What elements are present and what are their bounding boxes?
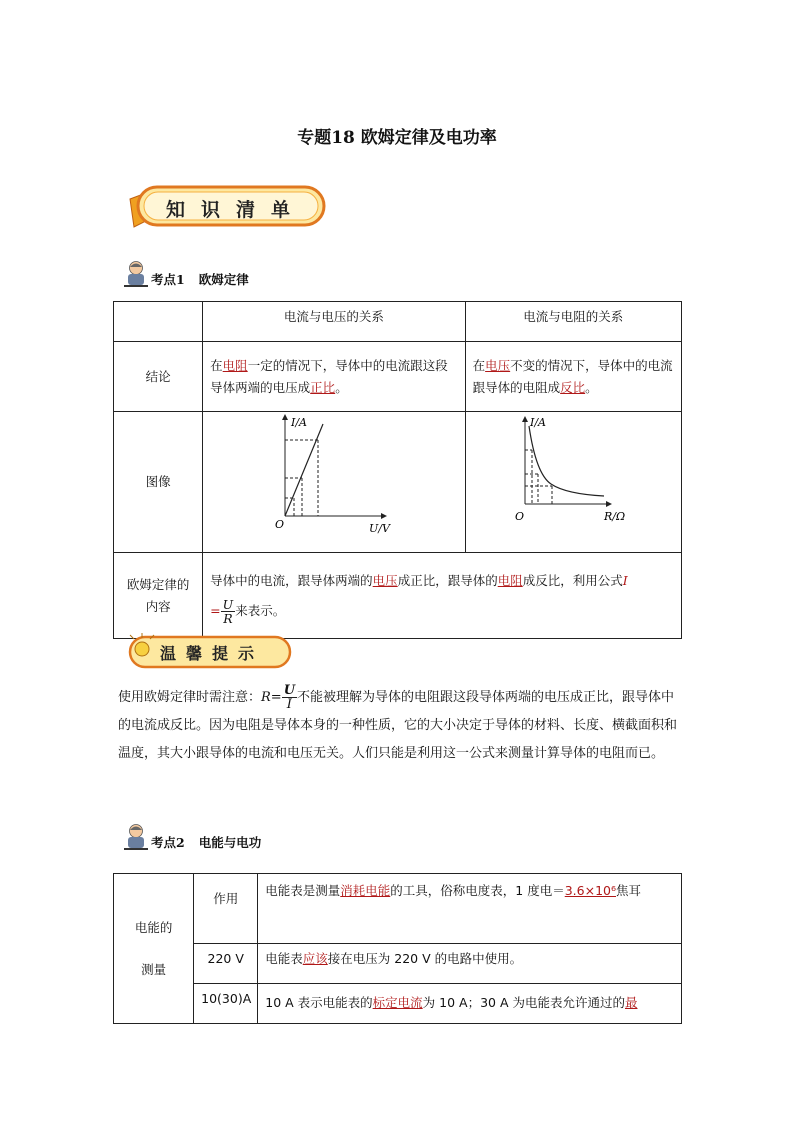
conclusion-cell-voltage: 在电阻一定的情况下，导体中的电流跟这段导体两端的电压成正比。 xyxy=(203,342,465,412)
ir-inverse-graph xyxy=(466,412,682,545)
ohms-law-table xyxy=(113,301,682,639)
graph1-y-label: I/A xyxy=(291,416,308,429)
group-label-energy-measurement: 电能的 测量 xyxy=(114,874,194,1024)
exam-point-2 xyxy=(124,823,324,851)
energy-meter-table xyxy=(113,873,682,1024)
header-current-voltage: 电流与电压的关系 xyxy=(203,302,465,342)
ohms-formula-fraction: $\frac{U}{R}$ xyxy=(222,596,234,626)
teacher-avatar-icon xyxy=(124,260,148,288)
ohms-law-content-cell: 导体中的电流，跟导体两端的电压成正比，跟导体的电阻成反比，利用公式I = $\frac{U}{R}$ 来表示。 xyxy=(203,553,682,639)
function-cell: 电能表是测量消耗电能的工具，俗称电度表，1 度电＝3.6×10⁶焦耳 xyxy=(258,874,682,944)
row-label-220v: 220 V xyxy=(194,944,258,984)
header-current-resistance: 电流与电阻的关系 xyxy=(465,302,681,342)
page-title: 专题18 欧姆定律及电功率 xyxy=(297,128,497,148)
graph-cell-iu xyxy=(203,412,465,553)
resistance-formula-fraction: $\frac{U}{I}$ xyxy=(283,683,296,712)
graph1-origin: O xyxy=(275,518,285,531)
exam-point-1-number: 考点1 xyxy=(151,272,185,287)
banner-knowledge-text: 知识清单 xyxy=(166,199,307,221)
warm-tips-banner xyxy=(124,633,294,671)
banner-tips-text: 温馨提示 xyxy=(160,644,265,663)
exam-point-1 xyxy=(124,260,324,288)
graph1-x-label: U/V xyxy=(369,522,391,535)
exam-point-2-name: 电能与电功 xyxy=(198,835,262,850)
row-label-current-rating: 10(30)A xyxy=(194,984,258,1024)
graph2-origin: O xyxy=(514,510,524,523)
iu-linear-graph xyxy=(203,412,465,545)
knowledge-list-banner xyxy=(124,181,330,231)
current-rating-cell: 10 A 表示电能表的标定电流为 10 A；30 A 为电能表允许通过的最 xyxy=(258,984,682,1024)
graph-cell-ir xyxy=(465,412,681,553)
graph2-y-label: I/A xyxy=(529,416,546,429)
row-label-graph: 图像 xyxy=(114,412,203,553)
row-label-conclusion: 结论 xyxy=(114,342,203,412)
row-label-function: 作用 xyxy=(194,874,258,944)
row-label-content: 欧姆定律的 内容 xyxy=(114,553,203,639)
teacher-avatar-icon xyxy=(124,823,148,851)
voltage-cell: 电能表应该接在电压为 220 V 的电路中使用。 xyxy=(258,944,682,984)
exam-point-1-name: 欧姆定律 xyxy=(198,272,249,287)
exam-point-2-number: 考点2 xyxy=(151,835,185,850)
tip-paragraph: 使用欧姆定律时需注意：R= $\frac{U}{I}$ 不能被理解为导体的电阻跟这段导体两端的电压成正比，跟导体中的电流成反比。因为电阻是导体本身的一种性质，它的大小决定于导体的材料、长度、横截面积和温度，其大小跟导体的电流和电压无关。人们只能是利用这一公式来测量计算导体的电阻而已。 xyxy=(118,683,678,761)
graph2-x-label: R/Ω xyxy=(603,510,625,523)
conclusion-cell-resistance: 在电压不变的情况下，导体中的电流跟导体的电阻成反比。 xyxy=(465,342,681,412)
